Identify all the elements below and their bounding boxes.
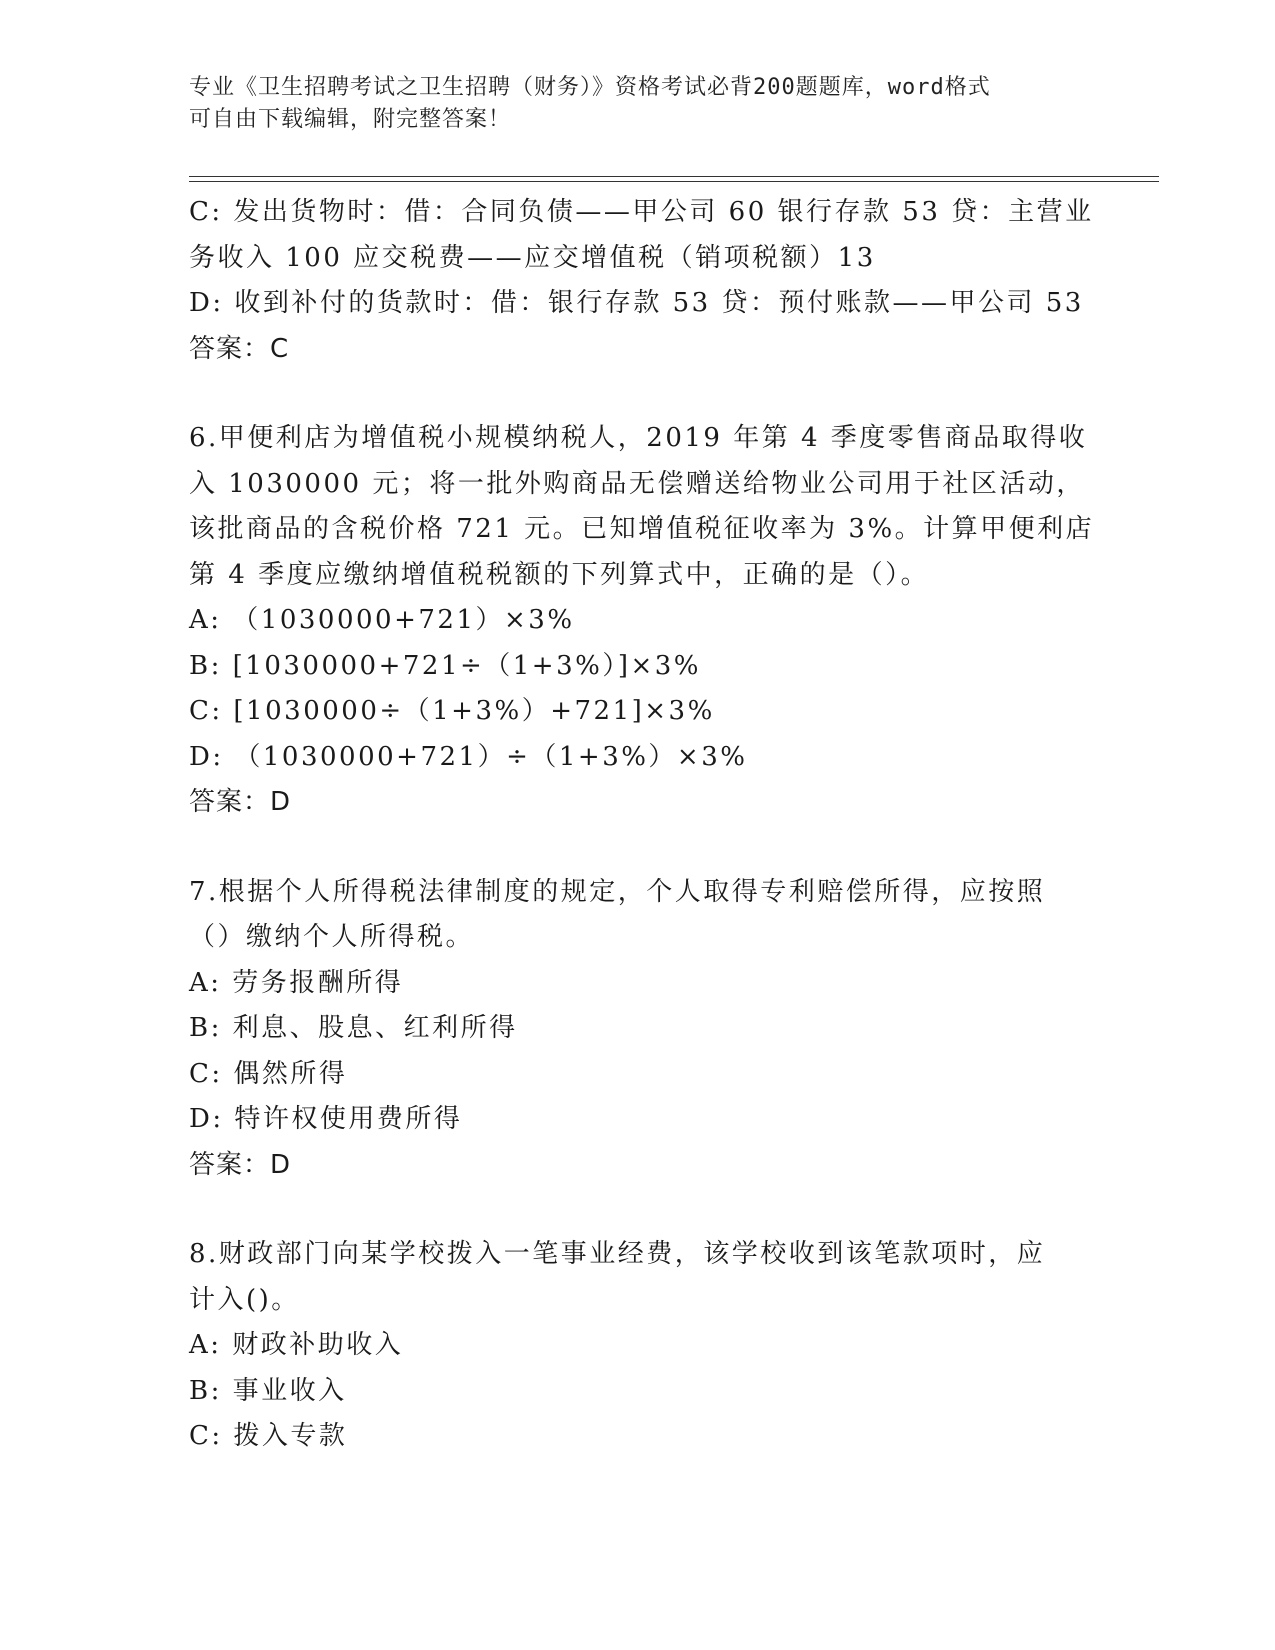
question-stem-line-1: 6.甲便利店为增值税小规模纳税人，2019 年第 4 季度零售商品取得收 <box>189 423 1088 453</box>
document-header <box>189 72 1089 136</box>
question-stem-line-2: 入 1030000 元；将一批外购商品无偿赠送给物业公司用于社区活动， <box>189 468 1085 499</box>
option-d: D: 特许权使用费所得 <box>189 1104 463 1134</box>
spacer <box>189 826 1089 870</box>
question-stem-line-3: 该批商品的含税价格 721 元。已知增值税征收率为 3%。计算甲便利店 <box>189 514 1095 544</box>
header-divider-top <box>189 176 1159 177</box>
option-a: A: 劳务报酬所得 <box>189 967 404 998</box>
option-c-line-2: 务收入 100 应交税费——应交增值税（销项税额）13 <box>189 242 876 273</box>
document-body <box>189 190 1095 1460</box>
question-stem-line-1: 7.根据个人所得税法律制度的规定，个人取得专利赔偿所得，应按照 <box>189 876 1046 907</box>
question-stem-line-1: 8.财政部门向某学校拨入一笔事业经费，该学校收到该笔款项时，应 <box>189 1239 1046 1269</box>
question-stem-line-2: 计入()。 <box>189 1284 300 1315</box>
question-6 <box>189 416 1095 826</box>
spacer <box>189 372 1089 416</box>
header-divider-bottom <box>189 181 1159 182</box>
answer: 答案：D <box>189 787 292 817</box>
header-title-line-2: 可自由下载编辑，附完整答案！ <box>189 107 512 132</box>
option-a: A: （1030000+721）×3% <box>189 605 575 635</box>
question-7 <box>189 870 1089 1189</box>
option-c-line-1: C: 发出货物时：借：合同负债——甲公司 60 银行存款 53 贷：主营业 <box>189 197 1094 227</box>
option-c: C: [1030000÷（1+3%）+721]×3% <box>189 696 715 726</box>
answer: 答案：C <box>189 333 290 364</box>
question-5-tail <box>189 190 1094 372</box>
spacer <box>189 1188 1089 1232</box>
option-b: B: 事业收入 <box>189 1375 347 1406</box>
option-b: B: 利息、股息、红利所得 <box>189 1013 518 1043</box>
option-c: C: 拨入专款 <box>189 1421 348 1451</box>
option-d: D: （1030000+721）÷（1+3%）×3% <box>189 741 748 772</box>
option-b: B: [1030000+721÷（1+3%）]×3% <box>189 650 702 681</box>
question-8 <box>189 1232 1089 1460</box>
option-d: D: 收到补付的货款时：借：银行存款 53 贷：预付账款——甲公司 53 <box>189 288 1084 318</box>
option-a: A: 财政补助收入 <box>189 1330 404 1360</box>
question-stem-line-4: 第 4 季度应缴纳增值税税额的下列算式中，正确的是（）。 <box>189 559 930 590</box>
question-stem-line-2: （）缴纳个人所得税。 <box>189 922 475 952</box>
option-c: C: 偶然所得 <box>189 1058 348 1089</box>
answer: 答案：D <box>189 1149 292 1180</box>
header-title-line-1: 专业《卫生招聘考试之卫生招聘（财务）》资格考试必背200题题库，word格式 <box>189 75 991 100</box>
